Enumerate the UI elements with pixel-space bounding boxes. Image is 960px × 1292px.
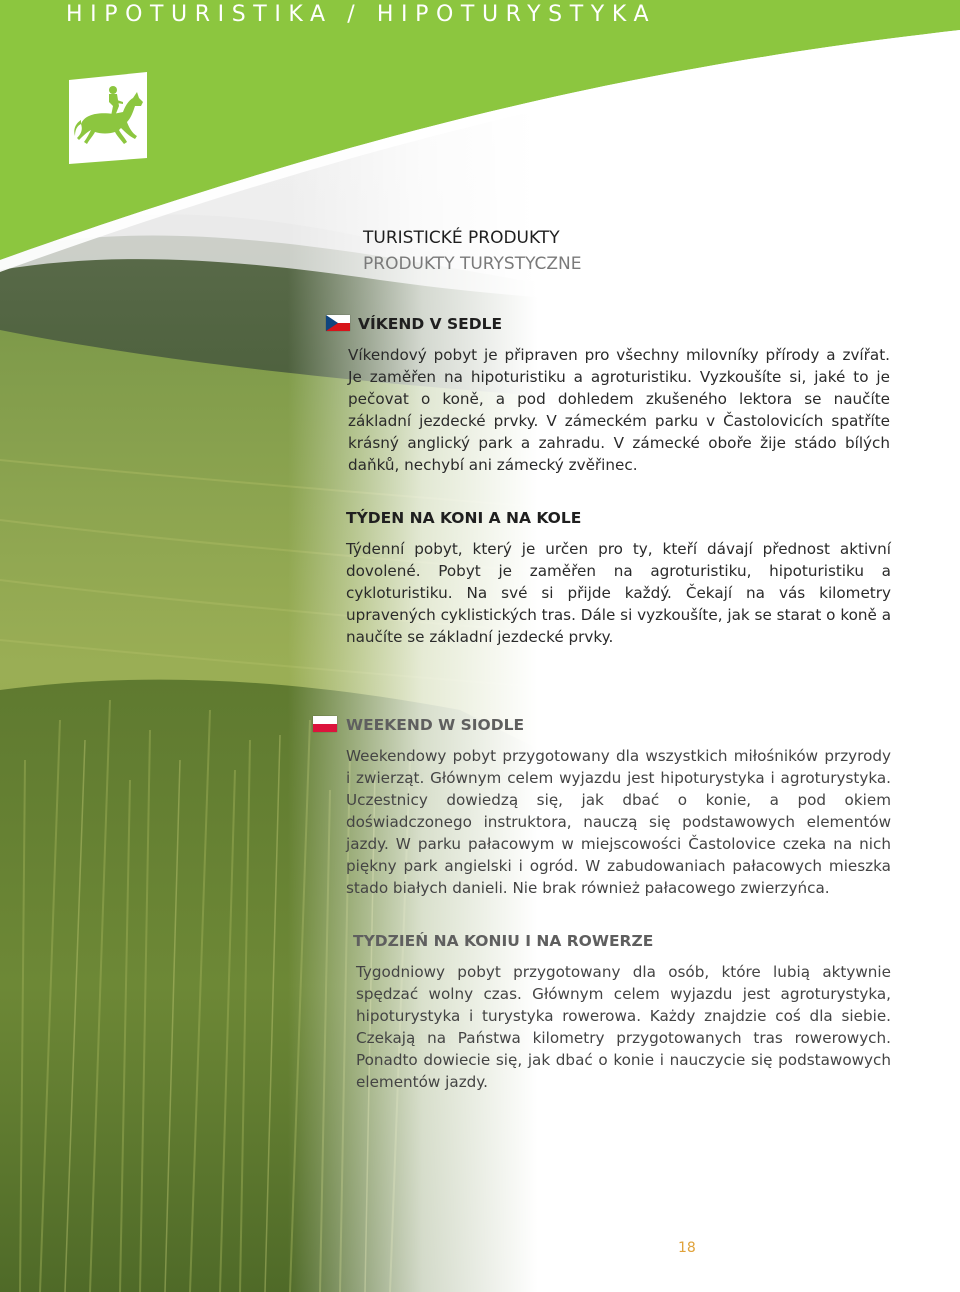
heading-weekend-w-siodle: WEEKEND W SIODLE bbox=[346, 716, 525, 734]
section-title-cz: TURISTICKÉ PRODUKTY bbox=[363, 228, 560, 248]
page-number: 18 bbox=[678, 1240, 696, 1256]
horse-rider-icon bbox=[63, 72, 149, 164]
paragraph-tydzien-na-koniu: Tygodniowy pobyt przygotowany dla osób, które lubią aktywnie spędzać wolny czas. Głównym celem wyjazdu jest agroturystyka, hipoturystyka i turystyka rowerowa. Każdy znajdzie coś dla siebie. Czekają na Państwa kilometry przygotowanych tras rowerowych. Ponadto dowiecie się, jak dbać o konie i nauczycie się podstawowych elementów jazdy. bbox=[356, 963, 891, 1091]
section-title-pl: PRODUKTY TURYSTYCZNE bbox=[363, 254, 582, 274]
heading-tydzien-na-koniu: TYDZIEŃ NA KONIU I NA ROWERZE bbox=[353, 932, 654, 950]
heading-vikend-v-sedle: VÍKEND V SEDLE bbox=[358, 315, 503, 333]
paragraph-tyden-na-koni: Týdenní pobyt, který je určen pro ty, kteří dávají přednost aktivní dovolené. Pobyt je zaměřen na agroturistiku, hipoturistiku a cykloturistiku. Na své si přijde každý. Čekají na vás kilometry upravených cyklistických tras. Dále si vyzkoušíte, jak se starat o koně a naučíte se základní jezdecké prvky. bbox=[346, 540, 891, 646]
heading-tyden-na-koni: TÝDEN NA KONI A NA KOLE bbox=[346, 509, 582, 527]
czech-flag-icon bbox=[326, 315, 350, 331]
paragraph-vikend-v-sedle: Víkendový pobyt je připraven pro všechny milovníky přírody a zvířat. Je zaměřen na hipoturistiku a agroturistiku. Vyzkoušíte si, jaké to je pečovat o koně, a pod dohledem zkušeného lektora se naučíte základní jezdecké prvky. V zámeckém parku v Častolovicích spatříte krásný anglický park a zahradu. V zámecké oboře žije stádo bílých daňků, nechybí ani zámecký zvěřinec. bbox=[348, 346, 890, 474]
header-title: HIPOTURISTIKA / HIPOTURYSTYKA bbox=[66, 2, 657, 27]
polish-flag-icon bbox=[313, 716, 337, 732]
paragraph-weekend-w-siodle: Weekendowy pobyt przygotowany dla wszystkich miłośników przyrody i zwierząt. Głównym celem wyjazdu jest hipoturystyka i agroturystyka. Uczestnicy dowiedzą się, jak dbać o konie, a pod okiem doświadczonego instruktora, nauczą się podstawowych elementów jazdy. W parku pałacowym w miejscowości Častolovice czeka na nich piękny park angielski i ogród. W zabudowaniach pałacowych mieszka stado białych danieli. Nie brak również pałacowego zwierzyńca. bbox=[346, 747, 891, 897]
